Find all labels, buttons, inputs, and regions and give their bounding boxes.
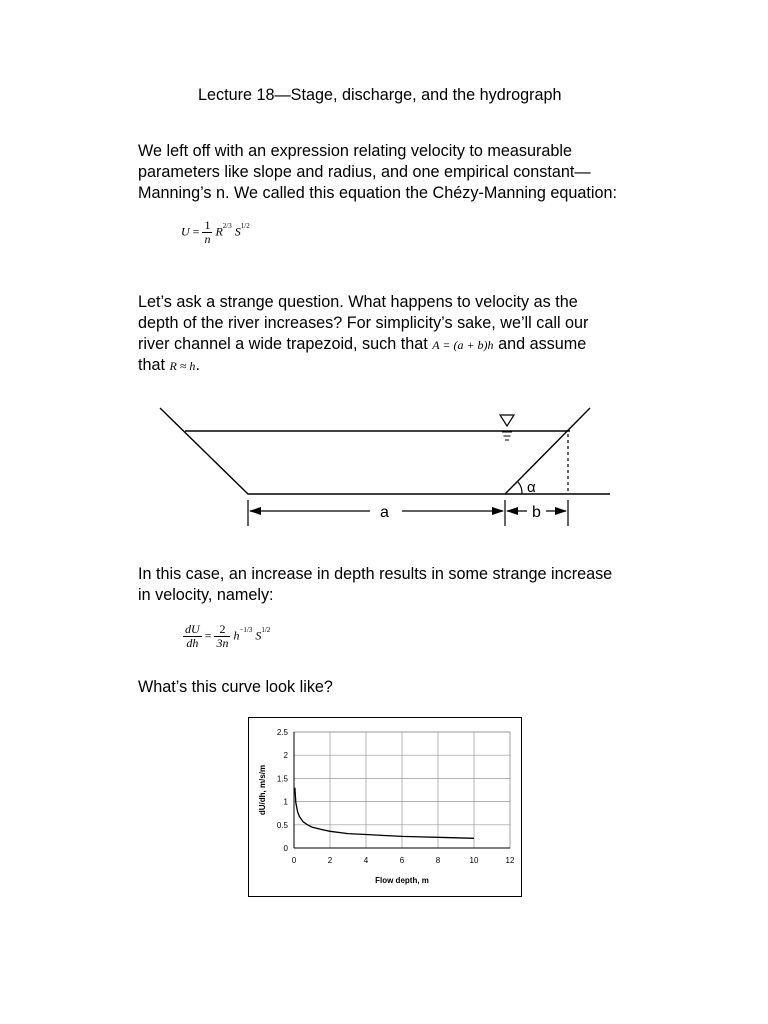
eq-symbol: U (181, 224, 190, 239)
x-tick-label: 2 (327, 856, 333, 865)
x-tick-label: 12 (505, 856, 515, 865)
eq-exponent: −1/3 (239, 626, 253, 635)
fraction-denominator: n (204, 232, 211, 246)
y-axis-label: dU/dh, m/s/m (258, 764, 267, 816)
eq-symbol: S (255, 628, 262, 643)
y-tick-label: 1 (283, 797, 288, 807)
eq-fraction (183, 623, 202, 650)
eq-symbol: R (215, 224, 223, 239)
dimension-label-a: a (380, 504, 389, 521)
paragraph-line: in velocity, namely: (138, 586, 274, 604)
text-run: river channel a wide trapezoid, such that (138, 335, 428, 353)
paragraph-line: We left off with an expression relating velocity to measurable (138, 142, 572, 160)
y-tick-label: 0.5 (276, 820, 288, 830)
paragraph-line: depth of the river increases? For simplicity’s sake, we’ll call our (138, 314, 589, 332)
x-tick-label: 4 (363, 856, 369, 865)
x-tick-label: 8 (435, 856, 441, 865)
water-level-triangle-icon (500, 415, 514, 426)
page-title: Lecture 18—Stage, discharge, and the hydrograph (198, 86, 562, 104)
paragraph-line: In this case, an increase in depth results in some strange increase (138, 565, 613, 583)
alpha-label: α (527, 479, 536, 496)
eq-symbol: h (233, 628, 240, 643)
eq-exponent: 1/2 (240, 222, 250, 231)
fraction-numerator: 2 (214, 623, 230, 637)
angle-arc (518, 482, 522, 494)
paragraph-line: parameters like slope and radius, and one empirical constant— (138, 163, 591, 181)
arrowhead (506, 507, 518, 515)
eq-symbol: S (234, 224, 241, 239)
inline-equation: A = (a + b)h (432, 338, 494, 352)
eq-exponent: 2/3 (222, 222, 232, 231)
eq-fraction (214, 623, 230, 650)
fraction-numerator: 1 (204, 218, 211, 232)
inline-equation: R ≈ h (169, 359, 196, 373)
y-tick-label: 1.5 (276, 774, 288, 784)
channel-outline (160, 408, 590, 494)
text-run: and assume (498, 335, 587, 353)
arrowhead (555, 507, 567, 515)
velocity-derivative-equation (183, 623, 270, 650)
x-tick-label: 6 (399, 856, 405, 865)
y-tick-label: 2.5 (276, 728, 288, 737)
dimension-label-b: b (532, 504, 541, 521)
fraction-denominator: dh (186, 636, 199, 650)
eq-exponent: 1/2 (261, 626, 271, 635)
paragraph-line: What’s this curve look like? (138, 678, 333, 696)
depth-velocity-chart (248, 717, 522, 897)
eq-operator: = (192, 224, 200, 239)
text-run: that (138, 356, 166, 374)
fraction-numerator: dU (185, 622, 200, 636)
paragraph-line: Let’s ask a strange question. What happens to velocity as the (138, 293, 578, 311)
text-run: . (195, 356, 200, 374)
arrowhead (492, 507, 504, 515)
eq-operator: = (204, 628, 212, 643)
x-axis-label: Flow depth, m (375, 876, 429, 885)
y-tick-label: 0 (283, 844, 288, 853)
y-tick-label: 2 (283, 751, 288, 761)
x-tick-label: 10 (469, 856, 479, 865)
x-tick-label: 0 (291, 856, 297, 865)
arrowhead (249, 507, 261, 515)
fraction-denominator: 3n (216, 636, 229, 650)
paragraph-line: Manning’s n. We called this equation the Chézy-Manning equation: (138, 184, 618, 202)
